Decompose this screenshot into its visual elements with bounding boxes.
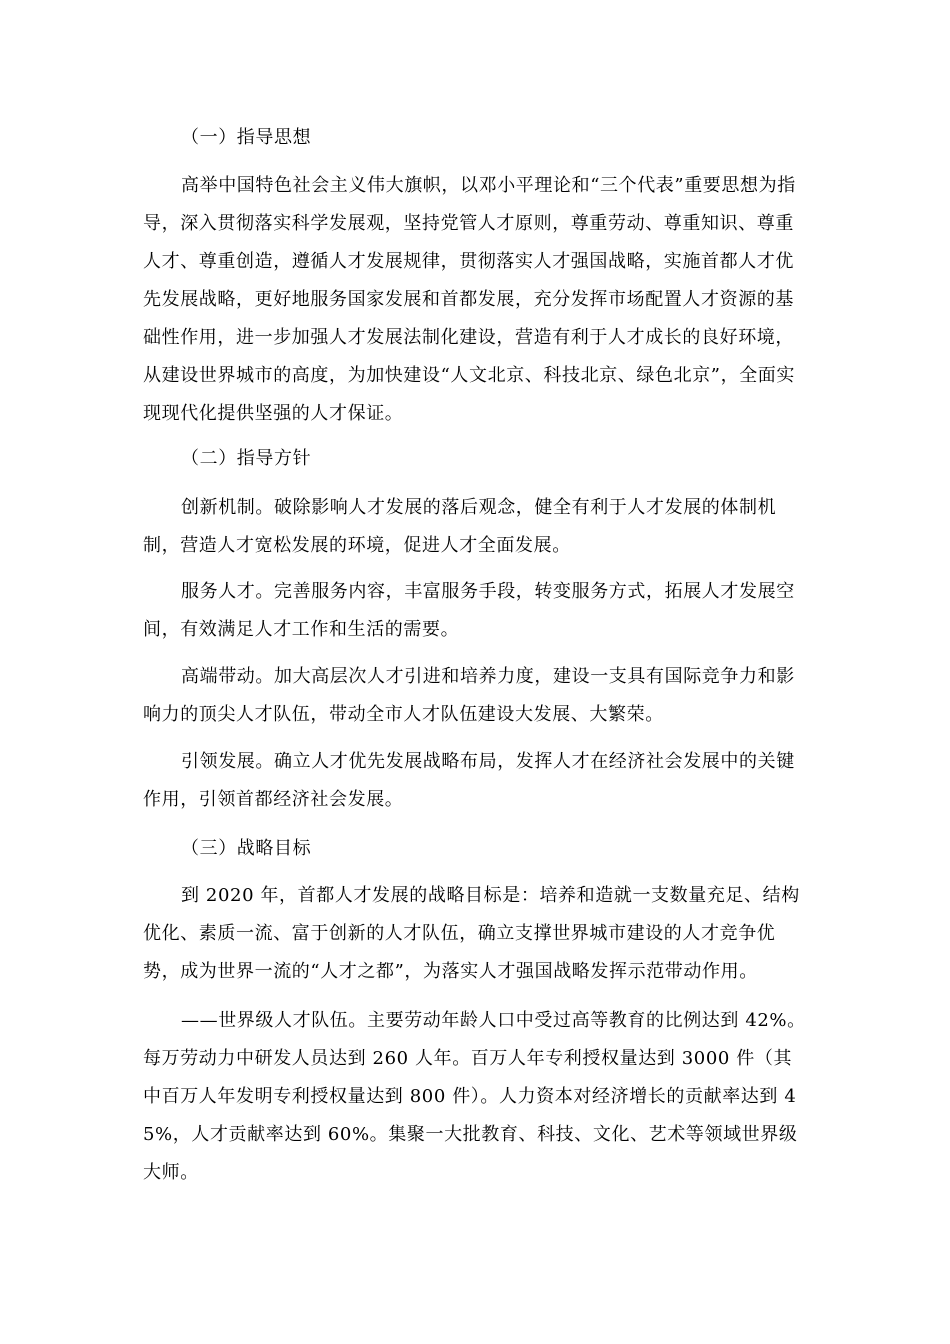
- section-heading-guiding-thought: （一）指导思想: [181, 127, 312, 148]
- paragraph-world-class-talent: ——世界级人才队伍。主要劳动年龄人口中受过高等教育的比例达到 42%。每万劳动力中研发人员达到 260 人年。百万人年专利授权量达到 3000 件（其中百万人年发明专利授权量达到 800 件）。人力资本对经济增长的贡献率达到 45%，人才贡献率达到 60%。集聚一大批教育、科技、文化、艺术等领域世界级大师。: [143, 1010, 806, 1183]
- paragraph-high-end-drive: 高端带动。加大高层次人才引进和培养力度，建设一支具有国际竞争力和影响力的顶尖人才队伍，带动全市人才队伍建设大发展、大繁荣。: [143, 666, 795, 725]
- section-heading-strategic-goals: （三）战略目标: [181, 838, 312, 859]
- paragraph-strategic-goal-2020: 到 2020 年，首都人才发展的战略目标是：培养和造就一支数量充足、结构优化、素质一流、富于创新的人才队伍，确立支撑世界城市建设的人才竞争优势，成为世界一流的“人才之都”，为落实人才强国战略发挥示范带动作用。: [143, 885, 800, 982]
- paragraph-serve-talent: 服务人才。完善服务内容，丰富服务手段，转变服务方式，拓展人才发展空间，有效满足人才工作和生活的需要。: [143, 581, 795, 640]
- paragraph-innovate-mechanism: 创新机制。破除影响人才发展的落后观念，健全有利于人才发展的体制机制，营造人才宽松发展的环境，促进人才全面发展。: [143, 497, 777, 556]
- section-heading-guiding-principles: （二）指导方针: [181, 448, 312, 469]
- paragraph-lead-development: 引领发展。确立人才优先发展战略布局，发挥人才在经济社会发展中的关键作用，引领首都经济社会发展。: [143, 751, 795, 810]
- paragraph-guiding-thought: 高举中国特色社会主义伟大旗帜，以邓小平理论和“三个代表”重要思想为指导，深入贯彻落实科学发展观，坚持党管人才原则，尊重劳动、尊重知识、尊重人才、尊重创造，遵循人才发展规律，贯彻落实人才强国战略，实施首都人才优先发展战略，更好地服务国家发展和首都发展，充分发挥市场配置人才资源的基础性作用，进一步加强人才发展法制化建设，营造有利于人才成长的良好环境，从建设世界城市的高度，为加快建设“人文北京、科技北京、绿色北京”，全面实现现代化提供坚强的人才保证。: [143, 175, 796, 424]
